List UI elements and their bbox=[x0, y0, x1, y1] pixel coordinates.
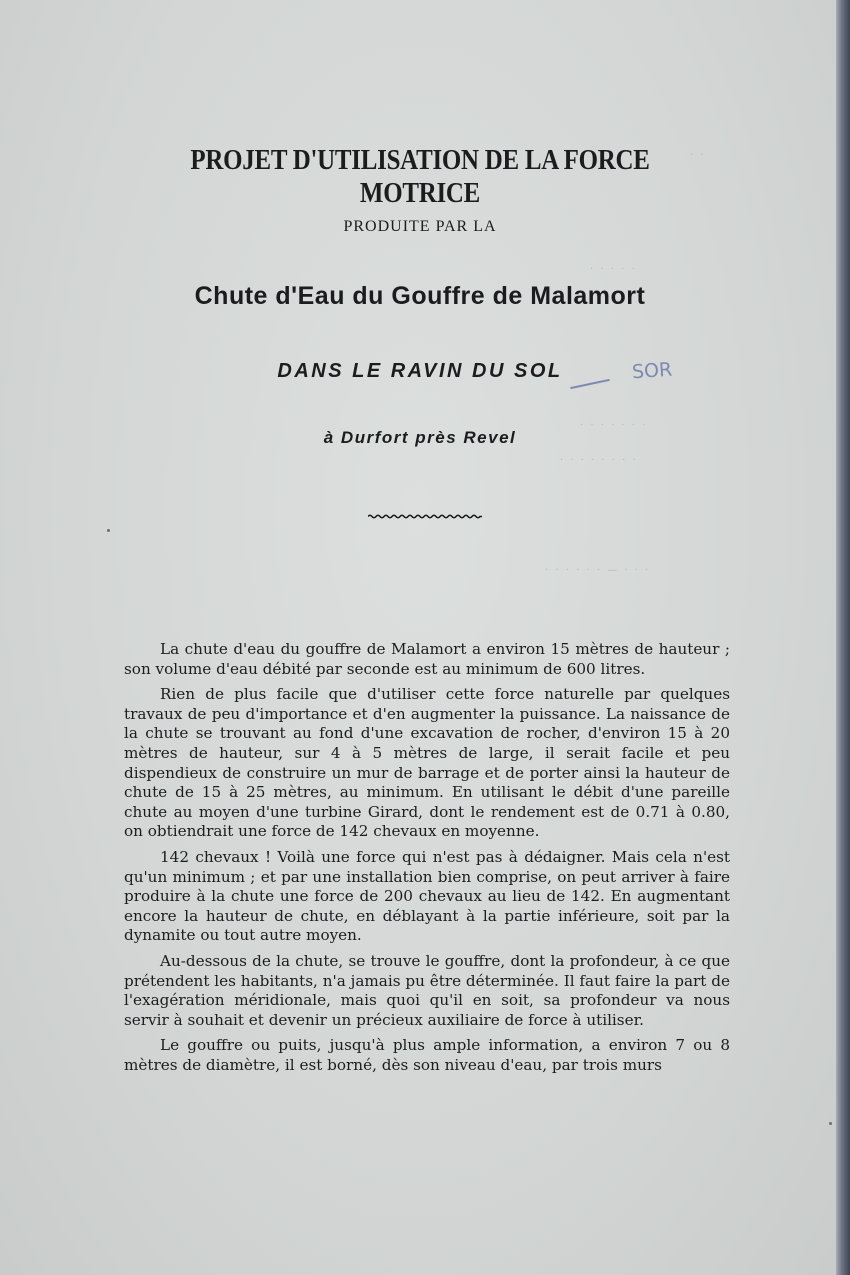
bleed-through-mark: · · · · · · · bbox=[580, 420, 648, 431]
ornamental-rule bbox=[368, 514, 482, 519]
document-title: PROJET D'UTILISATION DE LA FORCE MOTRICE bbox=[190, 144, 650, 209]
paragraph: Rien de plus facile que d'utiliser cette force naturelle par quelques travaux de peu d'importance et d'en augmenter la puissance. La naissance de la chute se trouvant au fond d'une excavation de rocher, d'environ 15 à 20 mètres de hauteur, sur 4 à 5 mètres de large, il serait facile et peu dispendieux de construire un mur de barrage et de porter ainsi la hauteur de chute de 15 à 25 mètres, au minimum. En utilisant le débit d'une pareille chute au moyen d'une turbine Girard, dont le rendement est de 0.71 à 0.80, on obtiendrait une force de 142 chevaux en moyenne. bbox=[124, 685, 730, 841]
paper-speck bbox=[107, 529, 110, 532]
page-edge-shadow bbox=[836, 0, 850, 1275]
document-subtitle: PRODUITE PAR LA bbox=[343, 218, 497, 235]
paragraph: La chute d'eau du gouffre de Malamort a environ 15 mètres de hauteur ; son volume d'eau débité par seconde est au minimum de 600 litres. bbox=[124, 640, 730, 678]
document-heading: Chute d'Eau du Gouffre de Malamort bbox=[194, 282, 646, 310]
paragraph: Au-dessous de la chute, se trouve le gouffre, dont la profondeur, à ce que prétendent les habitants, n'a jamais pu être déterminée. Il faut faire la part de l'exagération méridionale, mais quoi qu'il en soit, sa profondeur va nous servir à souhait et devenir un précieux auxiliaire de force à utiliser. bbox=[124, 951, 730, 1029]
place-line: à Durfort près Revel bbox=[323, 428, 517, 447]
bleed-through-mark: · · · · · bbox=[590, 264, 637, 275]
location-line: DANS LE RAVIN DU SOL bbox=[277, 360, 563, 382]
paper-speck bbox=[829, 1122, 832, 1125]
handwritten-note: SOR bbox=[631, 358, 673, 384]
bleed-through-mark: · · bbox=[690, 150, 706, 161]
body-text bbox=[124, 640, 730, 1081]
bleed-through-mark: · · · · · · · · bbox=[560, 455, 638, 466]
bleed-through-mark: · · · · · · — · · · bbox=[545, 565, 651, 576]
paragraph: Le gouffre ou puits, jusqu'à plus ample information, a environ 7 ou 8 mètres de diamètre, il est borné, dès son niveau d'eau, par trois murs bbox=[124, 1036, 730, 1074]
paragraph: 142 chevaux ! Voilà une force qui n'est pas à dédaigner. Mais cela n'est qu'un minimum ; et par une installation bien comprise, on peut arriver à faire produire à la chute une force de 200 chevaux au lieu de 142. En augmentant encore la hauteur de chute, en déblayant à la partie inférieure, soit par la dynamite ou tout autre moyen. bbox=[124, 847, 730, 945]
